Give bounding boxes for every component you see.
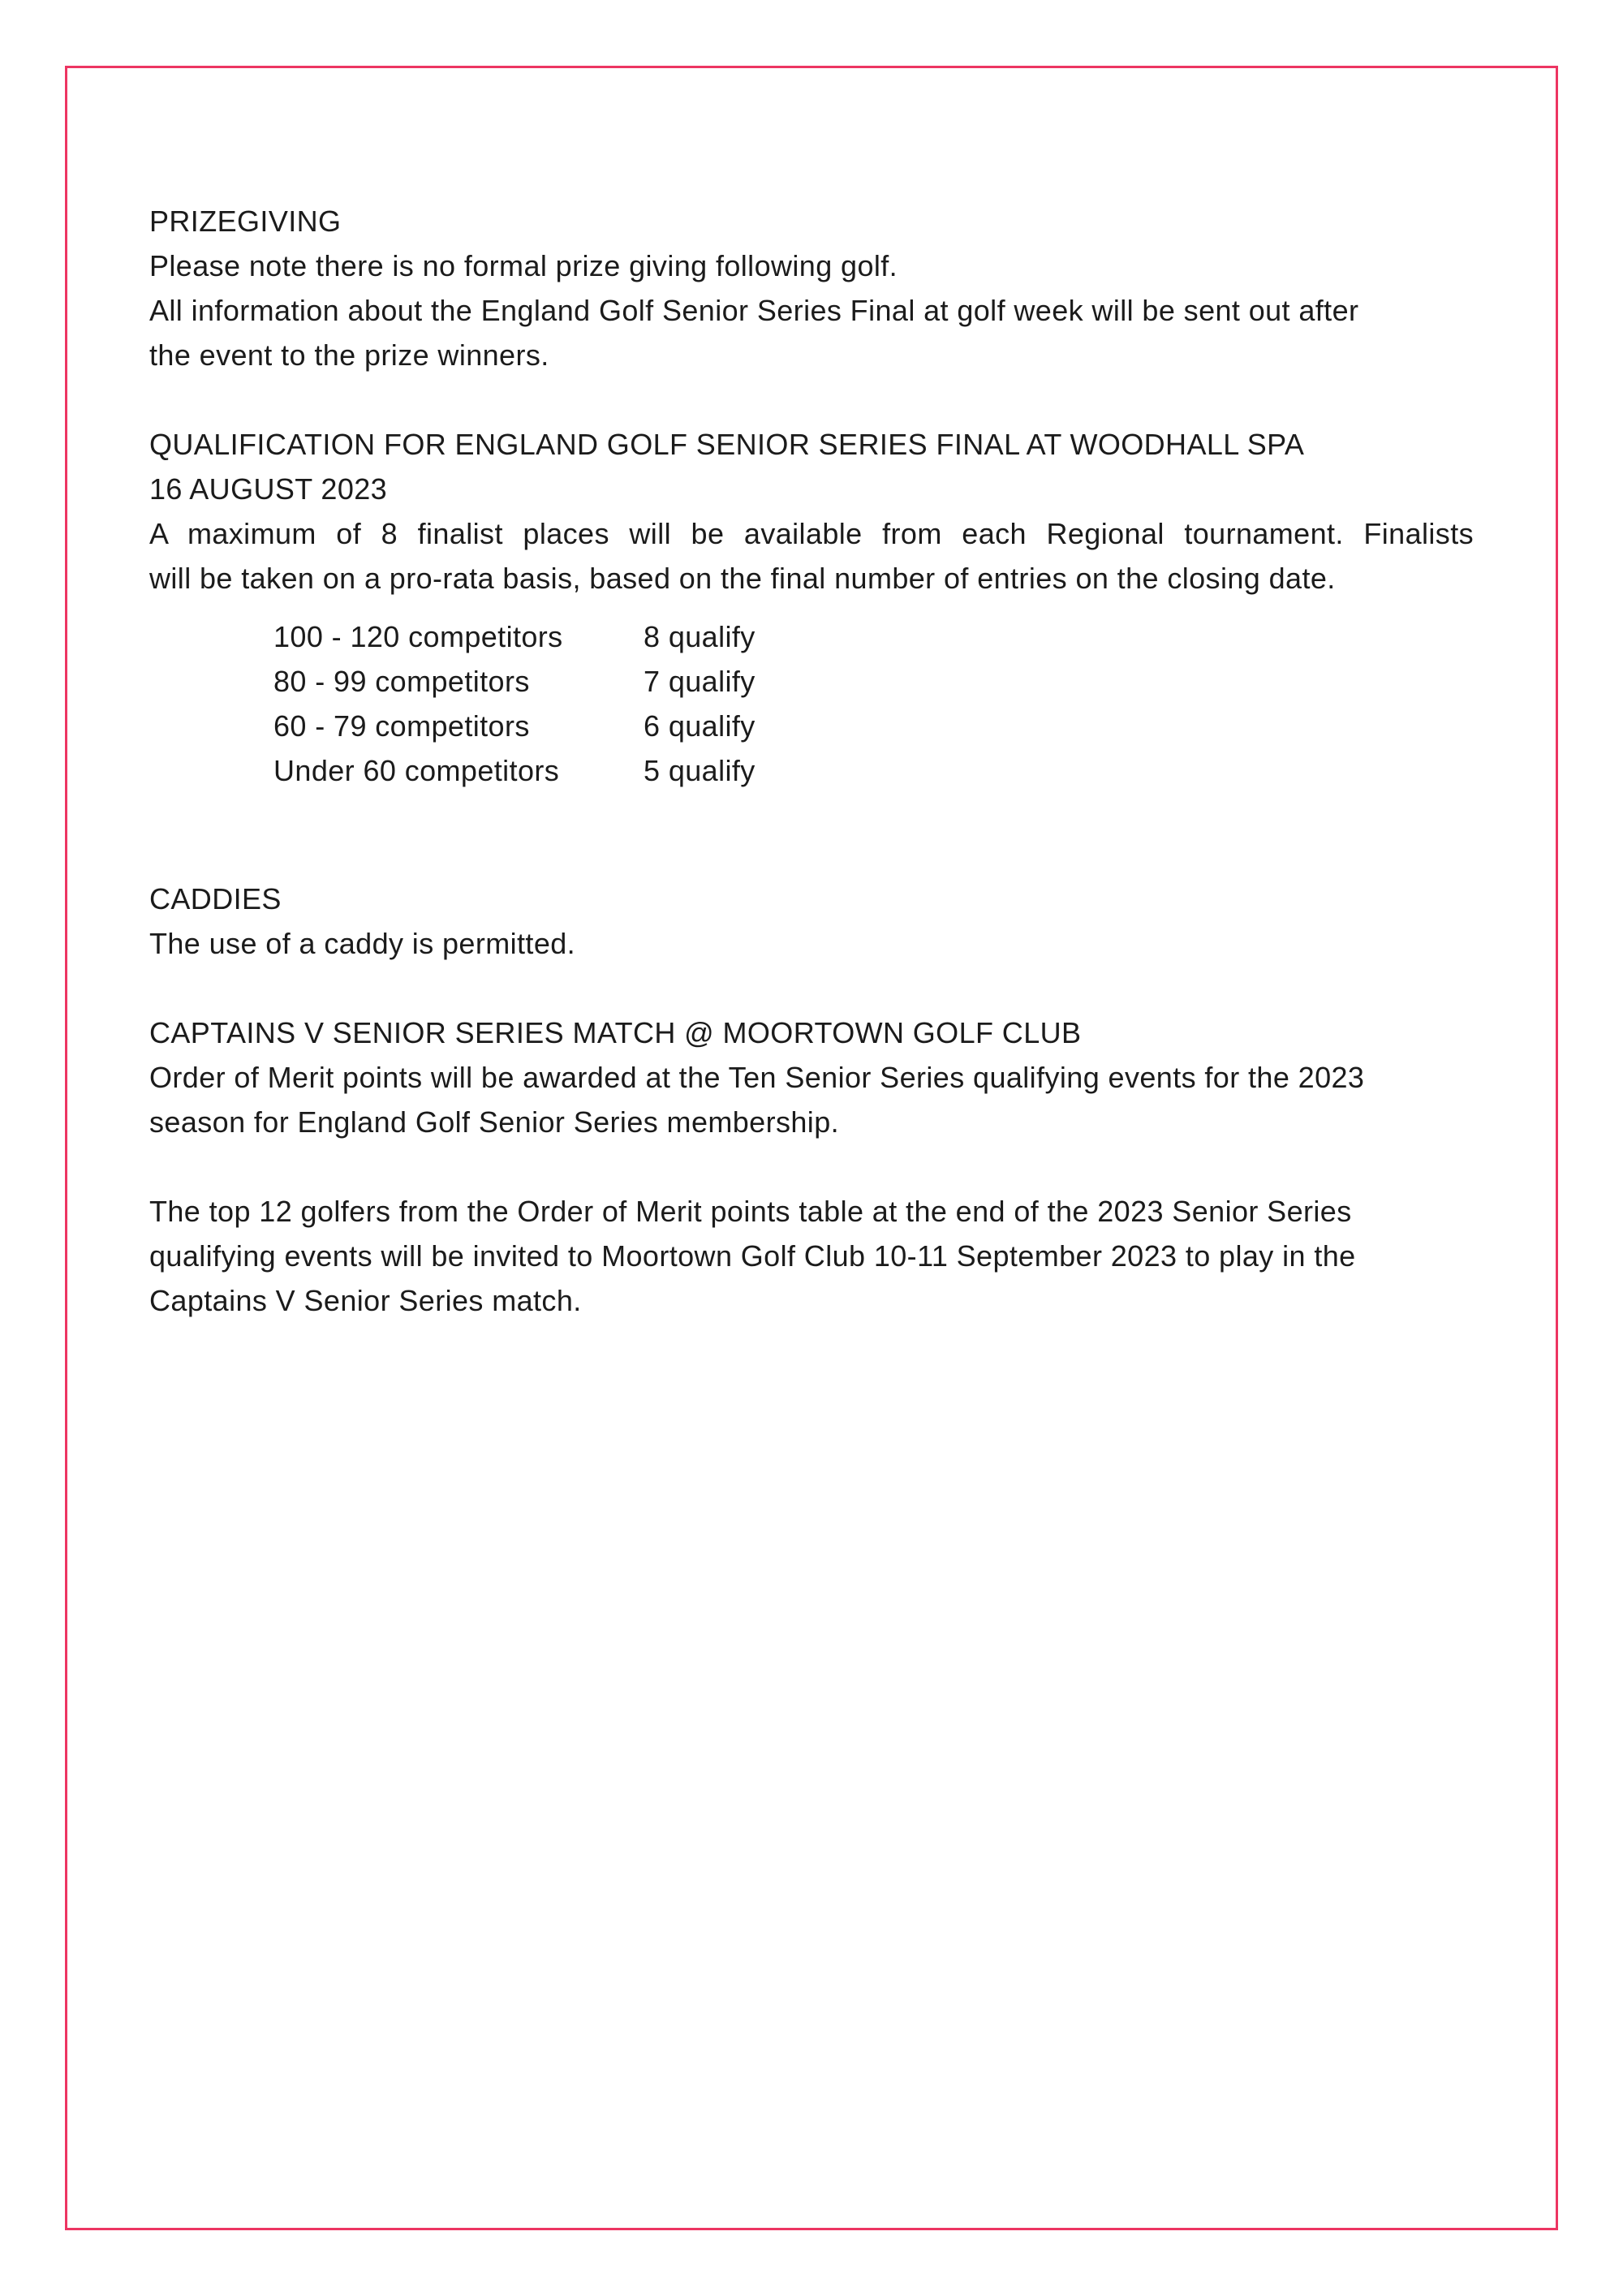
competitors-cell: 80 - 99 competitors [273,665,530,698]
captains-para2-line: Captains V Senior Series match. [149,1284,582,1317]
qualify-cell: 8 qualify [644,620,756,653]
qualification-para-line: will be taken on a pro-rata basis, based on the final number of entries on the closing date. [149,562,1336,595]
caddies-heading: CADDIES [149,882,282,915]
document-content [149,0,1474,1323]
captains-para1-line: Order of Merit points will be awarded at the Ten Senior Series qualifying events for the 2023 [149,1061,1365,1094]
qualification-date-heading: 16 AUGUST 2023 [149,472,388,506]
qualify-table [273,614,1474,793]
qualify-cell: 6 qualify [644,709,756,743]
table-row [273,704,1474,748]
prizegiving-line: the event to the prize winners. [149,338,549,372]
prizegiving-heading: PRIZEGIVING [149,205,342,238]
qualification-para-line: A maximum of 8 finalist places will be available from each Regional tournament. Finalists [149,517,1474,550]
qualify-cell: 5 qualify [644,754,756,787]
table-row [273,748,1474,793]
qualify-cell: 7 qualify [644,665,756,698]
competitors-cell: 100 - 120 competitors [273,620,563,653]
competitors-cell: Under 60 competitors [273,754,560,787]
captains-para1-line: season for England Golf Senior Series membership. [149,1105,840,1139]
prizegiving-line: All information about the England Golf Senior Series Final at golf week will be sent out after [149,294,1359,327]
captains-para2-line: The top 12 golfers from the Order of Merit points table at the end of the 2023 Senior Series [149,1195,1352,1228]
captains-para2-line: qualifying events will be invited to Moortown Golf Club 10-11 September 2023 to play in the [149,1239,1356,1273]
caddies-body: The use of a caddy is permitted. [149,927,576,960]
table-row [273,659,1474,704]
competitors-cell: 60 - 79 competitors [273,709,530,743]
prizegiving-line: Please note there is no formal prize giving following golf. [149,249,898,282]
table-row [273,614,1474,659]
captains-match-heading: CAPTAINS V SENIOR SERIES MATCH @ MOORTOWN GOLF CLUB [149,1016,1082,1049]
qualification-heading: QUALIFICATION FOR ENGLAND GOLF SENIOR SERIES FINAL AT WOODHALL SPA [149,428,1305,461]
